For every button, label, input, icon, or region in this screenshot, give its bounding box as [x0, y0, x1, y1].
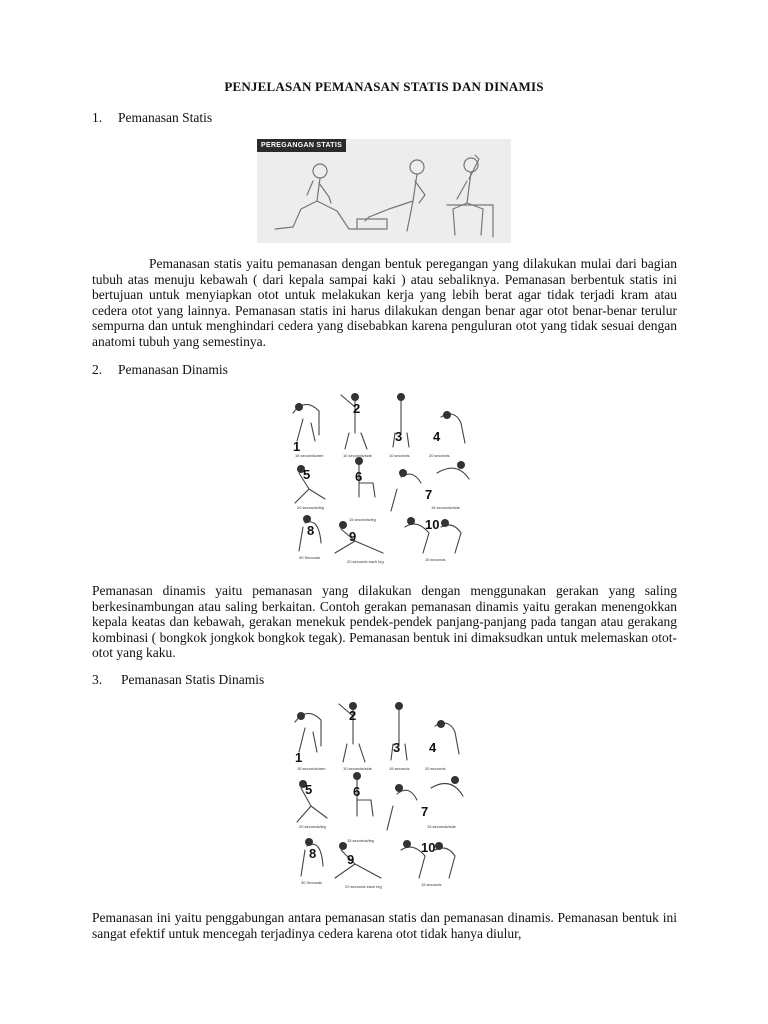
- section-1-number: 1.: [92, 110, 103, 125]
- step-7-caption: 15 seconds/side: [431, 505, 460, 510]
- step-6-caption: 15 seconds/leg: [347, 838, 374, 843]
- step-4-label: 4: [429, 740, 437, 755]
- step-7-label: 7: [425, 487, 433, 502]
- page-title: PENJELASAN PEMANASAN STATIS DAN DINAMIS: [224, 79, 544, 94]
- step-8-label: 8: [309, 846, 317, 861]
- step-9-caption: 20 seconds each leg: [345, 884, 382, 889]
- section-3-number: 3.: [92, 672, 103, 687]
- step-3-caption: 10 seconds: [389, 453, 410, 458]
- section-1-paragraph: Pemanasan statis yaitu pemanasan dengan bentuk peregangan yang dilakukan mulai dari bagian tubuh atas menuju kebawah ( dari kepala sampai kaki ) atau sebaliknya. Pemanasan berbentuk statis ini bertujuan untuk menyiapkan otot untuk melakukan kerja yang lebih berat agar tidak terjadi kram atau cedera otot yang lainnya. Pemanasan statis ini harus dilakukan dengan benar agar otot benar-benar terulur sempurna dan untuk menghindari cedera yang disebabkan karena penguluran otot yang tidak sesuai dengan anatomi tubuh yang semestinya.: [92, 256, 677, 349]
- step-9-label: 9: [347, 852, 355, 867]
- step-9-label: 9: [349, 529, 357, 544]
- step-2-caption: 10 seconds/side: [343, 766, 372, 771]
- step-9-caption: 20 seconds each leg: [347, 559, 384, 564]
- step-7-label: 7: [421, 804, 429, 819]
- dynamic-exercise-figure: [285, 393, 496, 570]
- step-8-label: 8: [307, 523, 315, 538]
- step-2-caption: 10 seconds/side: [343, 453, 372, 458]
- step-10-caption: 15 seconds: [421, 882, 442, 887]
- step-8-caption: 30 Seconds: [299, 555, 321, 560]
- step-5-label: 5: [305, 782, 313, 797]
- step-2-label: 2: [353, 401, 361, 416]
- step-3-label: 3: [393, 740, 401, 755]
- step-6-label: 6: [353, 784, 361, 799]
- step-5-caption: 20 seconds/leg: [297, 505, 324, 510]
- step-8-caption: 30 Seconds: [301, 880, 323, 885]
- step-6-label: 6: [355, 469, 363, 484]
- static-stretch-figure: [257, 139, 511, 243]
- section-3-heading: [92, 672, 264, 688]
- section-3-paragraph: Pemanasan ini yaitu penggabungan antara pemanasan statis dan pemanasan dinamis. Pemanasan bentuk ini sangat efektif untuk mencegah terjadinya cedera karena otot tidak hanya diulur,: [92, 910, 677, 941]
- step-10-label: 10: [421, 840, 436, 855]
- step-5-caption: 20 seconds/leg: [299, 824, 326, 829]
- static-dynamic-exercise-figure: [287, 700, 480, 896]
- figure-badge: PEREGANGAN STATIS: [257, 139, 346, 152]
- static-dynamic-exercise-illustration: [287, 700, 480, 896]
- section-2-title: Pemanasan Dinamis: [118, 362, 228, 377]
- step-4-caption: 20 seconds: [429, 453, 450, 458]
- step-3-label: 3: [395, 429, 403, 444]
- step-3-caption: 15 seconds: [389, 766, 410, 771]
- step-5-label: 5: [303, 467, 311, 482]
- step-1-caption: 15 seconds/arm: [297, 766, 326, 771]
- dynamic-exercise-illustration: [285, 393, 496, 570]
- step-10-label: 10: [425, 517, 440, 532]
- section-2-number: 2.: [92, 362, 103, 377]
- step-4-label: 4: [433, 429, 441, 444]
- step-10-caption: 15 seconds: [425, 557, 446, 562]
- section-1-title: Pemanasan Statis: [118, 110, 213, 125]
- static-stretch-illustration: [257, 139, 511, 243]
- step-7-caption: 15 seconds/side: [427, 824, 456, 829]
- step-1-caption: 15 seconds/arm: [295, 453, 324, 458]
- section-2-paragraph: Pemanasan dinamis yaitu pemanasan yang dilakukan dengan menggunakan gerakan yang saling berkesinambungan atau saling berkaitan. Contoh gerakan pemanasan dinamis yaitu gerakan menengokkan kepala keatas dan kebawah, gerakan menekuk pendek-pendek panjang-panjang pada tangan atau gerakang kombinasi ( bongkok jongkok bongkok tegak). Pemanasan bentuk ini dimaksudkan untuk melemaskan otot-otot yang kaku.: [92, 583, 677, 661]
- section-1-heading: [92, 110, 212, 126]
- step-2-label: 2: [349, 708, 357, 723]
- step-6-caption: 15 seconds/leg: [349, 517, 376, 522]
- step-1-label: 1: [293, 439, 301, 454]
- step-1-label: 1: [295, 750, 303, 765]
- step-4-caption: 20 seconds: [425, 766, 446, 771]
- section-3-title: Pemanasan Statis Dinamis: [121, 672, 265, 687]
- section-2-heading: [92, 362, 228, 378]
